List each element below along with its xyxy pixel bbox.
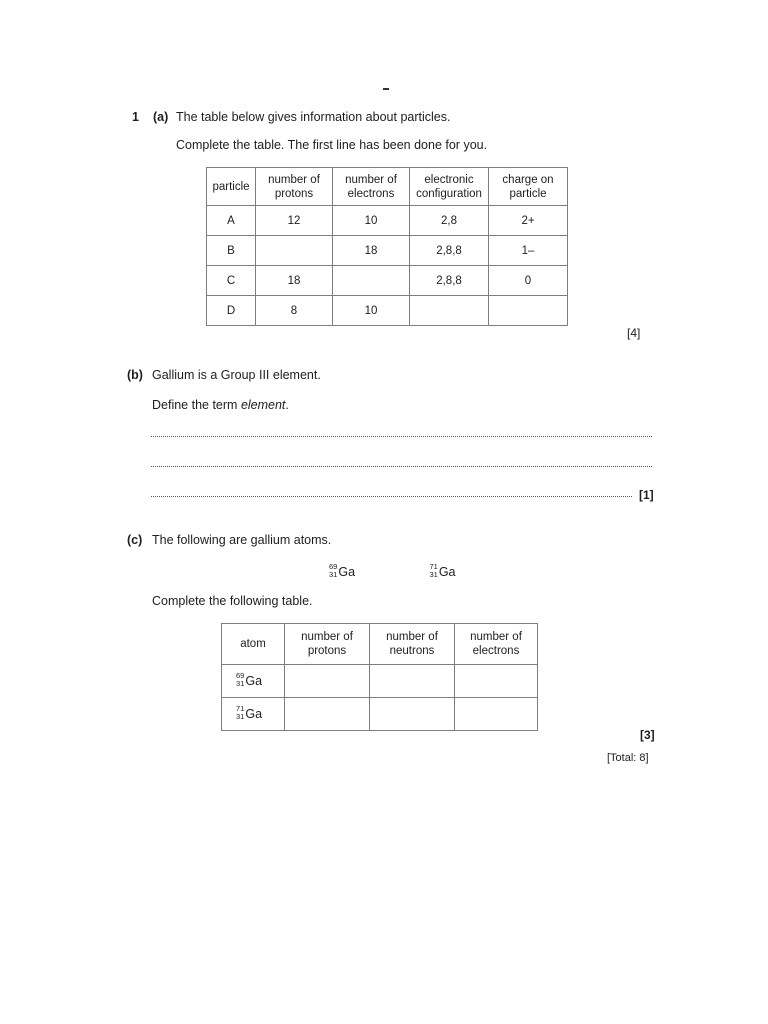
header-charge: charge on particle: [489, 168, 568, 206]
cell-protons: 12: [256, 206, 333, 236]
table-header-row: [207, 168, 568, 206]
isotope-ga-69: [329, 563, 355, 581]
isotope-symbol: Ga: [338, 564, 356, 579]
part-b-instruction: [152, 398, 289, 413]
isotope-numbers: 71 31: [429, 561, 438, 579]
marks-part-a: [4]: [627, 326, 641, 340]
header-protons: number of protons: [285, 624, 370, 665]
answer-cell-protons[interactable]: [256, 236, 333, 266]
marks-part-c: [3]: [640, 728, 655, 742]
define-term: element: [240, 398, 286, 412]
answer-cell-neutrons[interactable]: [370, 698, 455, 731]
header-configuration: electronic configuration: [410, 168, 489, 206]
isotope-ga-71: 71 31 Ga: [236, 704, 263, 721]
isotope-ga-69: 69 31 Ga: [236, 671, 263, 688]
marks-part-b: [1]: [639, 488, 654, 502]
answer-line-3[interactable]: [151, 496, 632, 497]
cell-charge: 2+: [489, 206, 568, 236]
part-b-statement: Gallium is a Group III element.: [152, 368, 321, 382]
part-c-instruction: Complete the following table.: [152, 594, 313, 608]
answer-line-2[interactable]: [151, 466, 652, 467]
cell-electrons: 10: [333, 206, 410, 236]
cell-electrons: 18: [333, 236, 410, 266]
cell-atom: [222, 698, 285, 731]
cell-particle: C: [207, 266, 256, 296]
header-atom: atom: [222, 624, 285, 665]
cell-particle: A: [207, 206, 256, 236]
cell-protons: 18: [256, 266, 333, 296]
gallium-atoms-table: [221, 623, 538, 731]
table-row: [207, 296, 568, 326]
isotope-numbers: 69 31: [329, 561, 338, 579]
answer-cell-neutrons[interactable]: [370, 665, 455, 698]
page-mark: [383, 88, 389, 90]
header-particle: particle: [207, 168, 256, 206]
header-electrons: number of electrons: [455, 624, 538, 665]
question-number: 1: [132, 110, 139, 124]
part-c-statement: The following are gallium atoms.: [152, 533, 332, 547]
part-b-label: (b): [127, 368, 143, 382]
isotope-ga-71: [429, 563, 455, 581]
answer-cell-protons[interactable]: [285, 698, 370, 731]
cell-atom: [222, 665, 285, 698]
define-suffix: .: [285, 398, 289, 412]
table-row: [207, 206, 568, 236]
header-protons: number of protons: [256, 168, 333, 206]
cell-configuration: 2,8,8: [410, 266, 489, 296]
cell-protons: 8: [256, 296, 333, 326]
answer-cell-charge[interactable]: [489, 296, 568, 326]
cell-charge: 1–: [489, 236, 568, 266]
particles-table: [206, 167, 568, 326]
answer-line-1[interactable]: [151, 436, 652, 437]
answer-cell-electrons[interactable]: [455, 665, 538, 698]
table-row: [207, 236, 568, 266]
answer-cell-protons[interactable]: [285, 665, 370, 698]
part-c-label: (c): [127, 533, 143, 547]
cell-particle: B: [207, 236, 256, 266]
table-row: [222, 665, 538, 698]
table-row: [207, 266, 568, 296]
table-row: [222, 698, 538, 731]
part-a-label: (a): [153, 110, 169, 124]
cell-configuration: 2,8,8: [410, 236, 489, 266]
answer-cell-electrons[interactable]: [455, 698, 538, 731]
table-header-row: [222, 624, 538, 665]
define-prefix: Define the term: [152, 398, 241, 412]
header-neutrons: number of neutrons: [370, 624, 455, 665]
cell-charge: 0: [489, 266, 568, 296]
part-a-intro: The table below gives information about particles.: [176, 110, 451, 124]
isotope-symbol: Ga: [438, 564, 456, 579]
total-marks-cutoff: [Total: 8]: [607, 752, 649, 764]
cell-particle: D: [207, 296, 256, 326]
answer-cell-configuration[interactable]: [410, 296, 489, 326]
header-electrons: number of electrons: [333, 168, 410, 206]
answer-cell-electrons[interactable]: [333, 266, 410, 296]
cell-configuration: 2,8: [410, 206, 489, 236]
part-a-instruction: Complete the table. The first line has been done for you.: [176, 138, 488, 152]
cell-electrons: 10: [333, 296, 410, 326]
